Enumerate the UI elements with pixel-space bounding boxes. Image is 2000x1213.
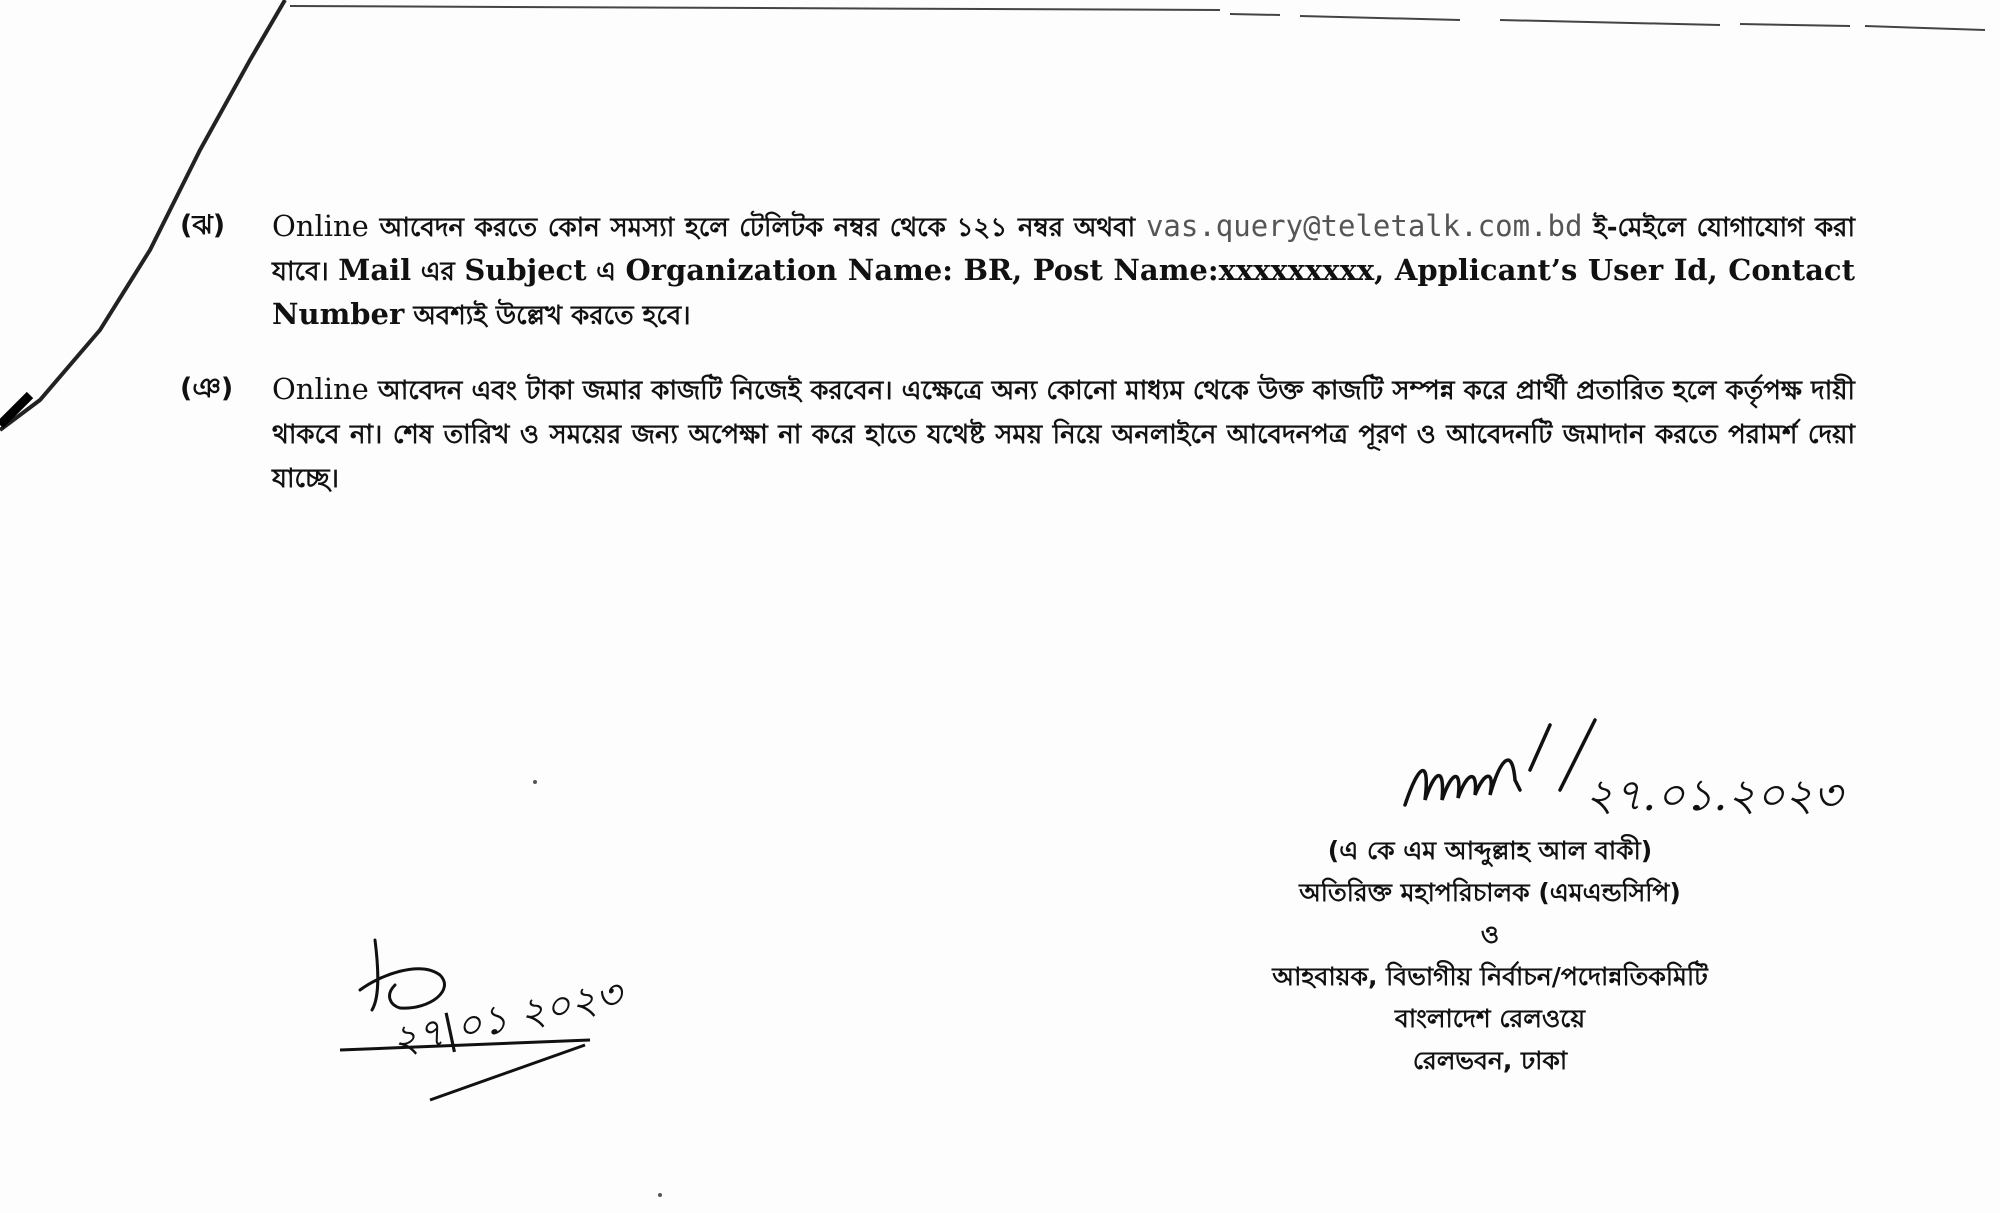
initials-date: ২৭|০১ ২০২৩ xyxy=(387,971,627,1065)
subject-label: Subject xyxy=(464,253,587,287)
clause-marker: (ঝ) xyxy=(180,210,226,241)
clause-text-segment: ই-মেইলে যোগাযোগ করা যাবে। xyxy=(272,213,1855,287)
mail-label: Mail xyxy=(338,253,412,287)
clause-text-segment: এর xyxy=(411,257,465,287)
clause-text-segment: আবেদন করতে কোন সমস্যা হলে টেলিটক নম্বর থেকে ১২১ নম্বর অথবা xyxy=(368,213,1146,243)
online-label: Online xyxy=(272,209,369,243)
subject-fields: Organization Name: BR, Post Name:xxxxxxxxx, Applicant’s User Id, Contact Number xyxy=(272,253,1855,331)
organization-name: বাংলাদেশ রেলওয়ে xyxy=(1394,1004,1586,1033)
signatory-designation: অতিরিক্ত মহাপরিচালক (এমএন্ডসিপি) xyxy=(1299,878,1681,907)
email-address: vas.query@teletalk.com.bd xyxy=(1145,209,1583,243)
clause-text-segment: আবেদন এবং টাকা জমার কাজটি নিজেই করবেন। এক্ষেত্রে অন্য কোনো মাধ্যম থেকে উক্ত কাজটি সম্পন্ন করে প্রার্থী প্রতারিত হলে কর্তৃপক্ষ দায়ী থাকবে না। শেষ তারিখ ও সময়ের জন্য অপেক্ষা না করে হাতে যথেষ্ট সময় নিয়ে অনলাইনে আবেদনপত্র পূরণ ও আবেদনটি জমাদান করতে পরামর্শ দেয়া যাচ্ছে। xyxy=(272,376,1855,494)
clause-text-segment: এ xyxy=(586,257,626,287)
office-address: রেলভবন, ঢাকা xyxy=(1412,1046,1568,1075)
signatory-role: আহবায়ক, বিভাগীয় নির্বাচন/পদোন্নতিকমিটি xyxy=(1272,962,1708,991)
clause-text-segment: অবশ্যই উল্লেখ করতে হবে। xyxy=(404,301,691,331)
signatory-name: (এ কে এম আব্দুল্লাহ আল বাকী) xyxy=(1327,836,1653,865)
online-label: Online xyxy=(272,372,369,406)
conjunction: ও xyxy=(1480,920,1500,949)
initials-divider xyxy=(430,1045,585,1100)
clause-marker: (ঞ) xyxy=(180,373,234,404)
signature-date: ২৭.০১.২০২৩ xyxy=(1585,770,1842,821)
